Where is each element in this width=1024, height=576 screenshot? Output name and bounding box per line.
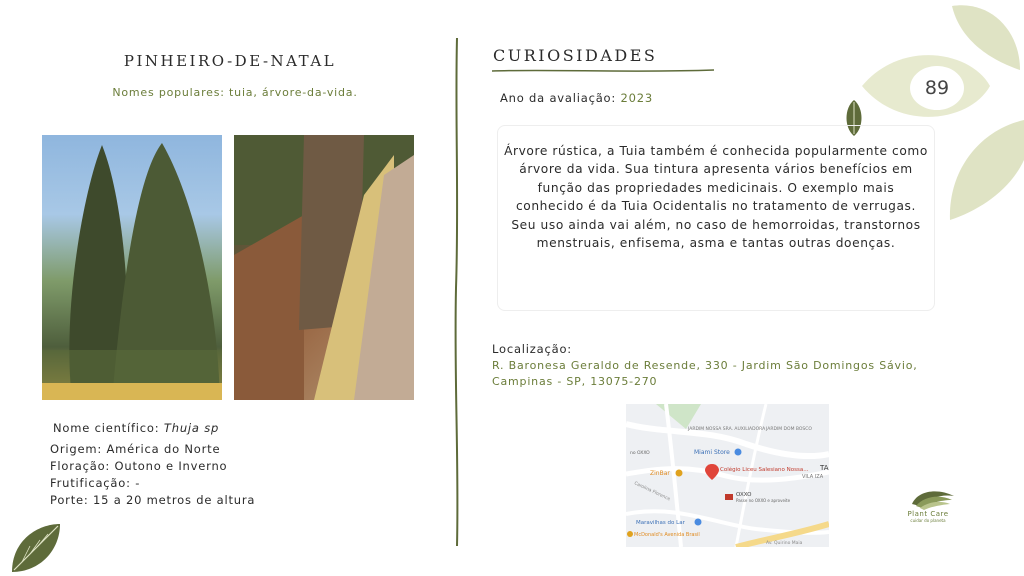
map-label-ta: TA [820,464,829,472]
popular-names: Nomes populares: tuia, árvore-da-vida. [112,86,358,99]
scientific-name-value: Thuja sp [163,421,220,435]
map-label-jardim-nossa: JARDIM NOSSA SRA. AUXILIADORA [688,427,766,432]
map-label-maravilhas: Maravilhas do Lar [636,520,685,526]
logo-name: Plant Care [907,510,949,518]
evaluation-year [500,91,653,105]
tree-photo-illustration [42,135,222,400]
map-label-dom-bosco: JARDIM DOM BOSCO [766,427,812,432]
map-label-oxxo-left: no OXXO [630,451,650,456]
map-pin-food-icon[interactable] [627,531,633,537]
description-text: Árvore rústica, a Tuia também é conhecida popularmente como árvore da vida. Sua tintura apresenta vários benefícios em função das propriedades medicinais. O exemplo mais conhecido é da Tuia Ocidentalis no tratamento de verrugas. Seu uso ainda vai além, no caso de hemorroidas, transtornos menstruais, enfisema, asma e tantas outras doenças. [504,144,928,251]
trunk-photo-illustration [234,135,414,400]
location-address: R. Baronesa Geraldo de Resende, 330 - Jardim São Domingos Sávio, Campinas - SP, 13075-270 [492,359,918,388]
plant-facts [50,441,255,509]
map-oxxo-icon[interactable] [725,494,733,500]
curiosities-title: CURIOSIDADES [493,46,658,65]
map-pin-store-icon[interactable] [695,519,702,526]
description-box [497,125,935,311]
map-label-av: Av. Quirino Maia [766,541,803,546]
title-underline [492,68,714,74]
trunk-photo [234,135,414,400]
fact-fruiting: Frutificação: - [50,476,141,490]
location-map[interactable] [626,404,829,547]
page-number: 89 [910,66,964,110]
year-value: 2023 [620,91,654,105]
vertical-divider [454,38,460,546]
map-label-oxxo: OXXO [736,492,752,498]
year-label: Ano da avaliação: [500,91,617,105]
map-label-zinbar: ZinBar [650,470,670,477]
logo-tagline: cuidar do planeta [910,518,946,523]
map-label-vila: VILA IZA [802,474,824,480]
location-label: Localização: [492,342,572,356]
scientific-name [53,421,219,435]
map-label-oxxo-sub: Passe no OXXO e aproveite [736,498,791,503]
tree-photo [42,135,222,400]
fact-size: Porte: 15 a 20 metros de altura [50,493,256,507]
map-label-miami: Miami Store [694,449,730,456]
plant-title: PINHEIRO-DE-NATAL [123,52,337,70]
fact-origin: Origem: América do Norte [50,442,221,456]
map-label-rua: Carolina Florence [633,481,671,503]
map-pin-bar-icon[interactable] [676,470,683,477]
map-pin-miami-icon[interactable] [735,449,742,456]
map-label-colegio: Colégio Liceu Salesiano Nossa... [720,467,809,473]
bottom-leaf-icon [8,520,64,576]
map-label-mcdonalds: McDonald's Avenida Brasil [634,532,700,538]
fact-flowering: Floração: Outono e Inverno [50,459,228,473]
scientific-name-label: Nome científico: [53,421,160,435]
